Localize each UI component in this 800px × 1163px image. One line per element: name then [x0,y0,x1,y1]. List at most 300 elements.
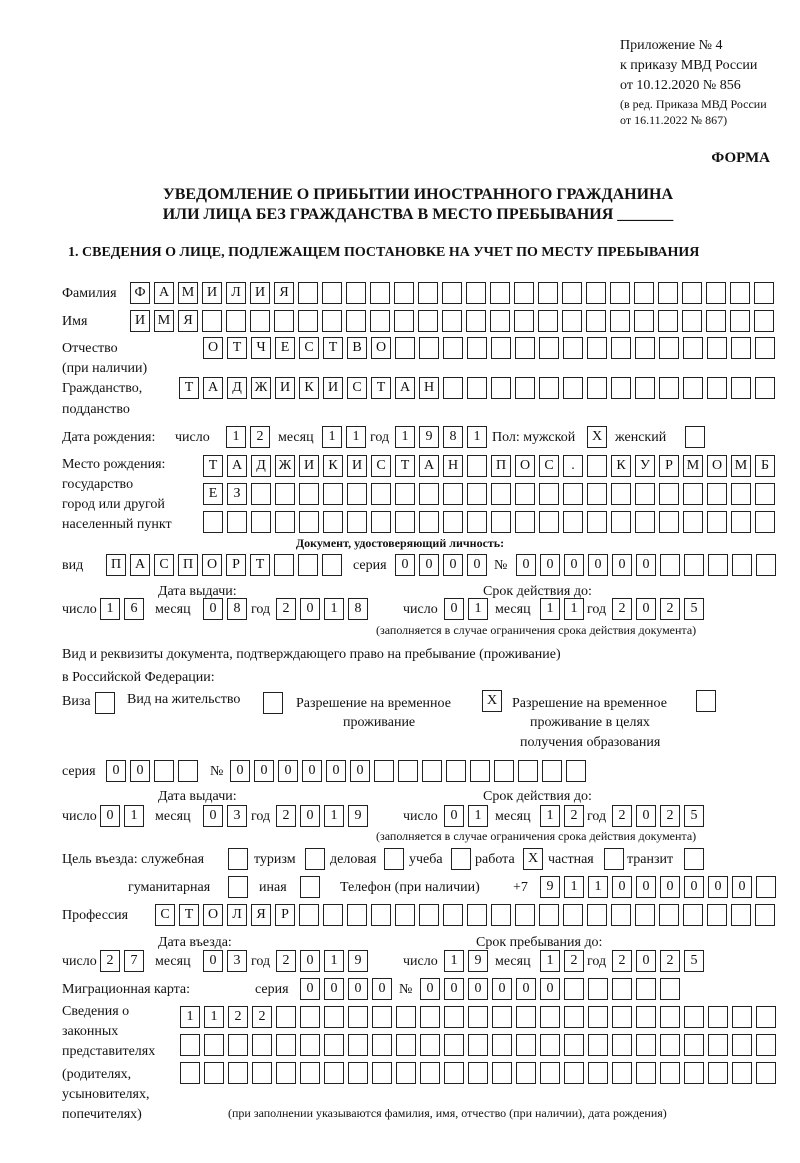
char-cell[interactable] [587,483,607,505]
char-cell[interactable]: 0 [203,598,223,620]
char-cell[interactable] [706,310,726,332]
char-cell[interactable]: 1 [564,876,584,898]
char-cell[interactable] [300,1034,320,1056]
char-cell[interactable]: 1 [100,598,120,620]
id-series-field[interactable] [395,554,491,576]
char-cell[interactable] [396,1006,416,1028]
char-cell[interactable] [515,511,535,533]
char-cell[interactable] [684,1062,704,1084]
char-cell[interactable]: 2 [660,950,680,972]
char-cell[interactable]: С [299,337,319,359]
char-cell[interactable] [418,310,438,332]
char-cell[interactable]: К [299,377,319,399]
char-cell[interactable] [299,511,319,533]
char-cell[interactable]: 0 [348,978,368,1000]
char-cell[interactable]: А [203,377,223,399]
char-cell[interactable]: П [491,455,511,477]
char-cell[interactable] [394,282,414,304]
checkbox-cell[interactable] [451,848,471,870]
char-cell[interactable]: 0 [516,978,536,1000]
char-cell[interactable]: 0 [106,760,126,782]
stay-issue-month-field[interactable] [203,805,251,827]
stay-valid-year-field[interactable] [612,805,708,827]
phone-field[interactable] [540,876,780,898]
char-cell[interactable] [298,554,318,576]
char-cell[interactable] [467,455,487,477]
char-cell[interactable]: 0 [326,760,346,782]
char-cell[interactable] [539,511,559,533]
purpose-work-checkbox[interactable] [523,848,547,870]
char-cell[interactable]: 1 [588,876,608,898]
purpose-tourism-checkbox[interactable] [305,848,329,870]
char-cell[interactable]: 0 [684,876,704,898]
char-cell[interactable]: 2 [612,598,632,620]
char-cell[interactable] [322,554,342,576]
char-cell[interactable] [491,904,511,926]
stay-number-field[interactable] [230,760,590,782]
char-cell[interactable]: 0 [636,598,656,620]
char-cell[interactable] [562,282,582,304]
char-cell[interactable] [538,310,558,332]
purpose-humanitarian-checkbox[interactable] [228,876,252,898]
char-cell[interactable] [539,483,559,505]
char-cell[interactable]: 8 [443,426,463,448]
char-cell[interactable]: 0 [660,876,680,898]
char-cell[interactable] [468,1006,488,1028]
char-cell[interactable]: Д [251,455,271,477]
char-cell[interactable] [299,483,319,505]
char-cell[interactable] [612,1034,632,1056]
char-cell[interactable] [515,904,535,926]
char-cell[interactable]: Т [227,337,247,359]
char-cell[interactable]: Т [323,337,343,359]
char-cell[interactable] [732,554,752,576]
char-cell[interactable] [467,904,487,926]
char-cell[interactable]: 2 [228,1006,248,1028]
patronymic-field[interactable] [203,337,779,359]
char-cell[interactable]: 1 [540,598,560,620]
char-cell[interactable]: 2 [660,598,680,620]
char-cell[interactable] [682,310,702,332]
char-cell[interactable] [635,483,655,505]
char-cell[interactable]: О [202,554,222,576]
char-cell[interactable] [370,310,390,332]
checkbox-cell[interactable] [305,848,325,870]
id-valid-day-field[interactable] [444,598,492,620]
char-cell[interactable] [203,511,223,533]
char-cell[interactable] [492,1062,512,1084]
checkbox-cell[interactable]: X [587,426,607,448]
char-cell[interactable]: 1 [324,805,344,827]
char-cell[interactable]: 0 [516,554,536,576]
char-cell[interactable]: 2 [276,950,296,972]
char-cell[interactable] [660,1006,680,1028]
char-cell[interactable]: 0 [302,760,322,782]
char-cell[interactable] [539,377,559,399]
char-cell[interactable] [731,337,751,359]
char-cell[interactable] [442,282,462,304]
char-cell[interactable] [227,511,247,533]
checkbox-cell[interactable] [604,848,624,870]
stay-issue-year-field[interactable] [276,805,372,827]
stay-series-field[interactable] [106,760,202,782]
char-cell[interactable] [446,760,466,782]
char-cell[interactable]: Я [274,282,294,304]
char-cell[interactable]: И [299,455,319,477]
char-cell[interactable]: . [563,455,583,477]
char-cell[interactable] [612,978,632,1000]
char-cell[interactable]: 1 [564,598,584,620]
char-cell[interactable] [443,904,463,926]
birthplace-field-row2[interactable] [203,483,779,505]
char-cell[interactable] [587,455,607,477]
char-cell[interactable] [564,1062,584,1084]
char-cell[interactable] [731,483,751,505]
char-cell[interactable] [732,1034,752,1056]
char-cell[interactable] [588,1062,608,1084]
char-cell[interactable]: С [155,904,175,926]
char-cell[interactable] [682,282,702,304]
checkbox-cell[interactable] [263,692,283,714]
char-cell[interactable]: 1 [124,805,144,827]
reps-field-row2[interactable] [180,1034,780,1056]
char-cell[interactable]: Я [251,904,271,926]
char-cell[interactable] [444,1006,464,1028]
char-cell[interactable]: 1 [226,426,246,448]
char-cell[interactable] [202,310,222,332]
char-cell[interactable] [611,337,631,359]
char-cell[interactable] [180,1062,200,1084]
char-cell[interactable] [442,310,462,332]
char-cell[interactable] [635,337,655,359]
char-cell[interactable]: 0 [540,554,560,576]
char-cell[interactable]: 0 [732,876,752,898]
char-cell[interactable] [706,282,726,304]
char-cell[interactable] [420,1006,440,1028]
char-cell[interactable] [204,1062,224,1084]
char-cell[interactable] [660,1034,680,1056]
mc-series-field[interactable] [300,978,396,1000]
char-cell[interactable]: А [227,455,247,477]
char-cell[interactable]: 1 [322,426,342,448]
char-cell[interactable]: П [106,554,126,576]
char-cell[interactable] [374,760,394,782]
char-cell[interactable] [708,1034,728,1056]
char-cell[interactable]: 1 [540,805,560,827]
checkbox-cell[interactable] [300,876,320,898]
char-cell[interactable] [515,377,535,399]
char-cell[interactable] [443,511,463,533]
char-cell[interactable]: У [635,455,655,477]
char-cell[interactable]: 1 [346,426,366,448]
id-valid-year-field[interactable] [612,598,708,620]
char-cell[interactable]: 0 [468,978,488,1000]
checkbox-cell[interactable]: X [523,848,543,870]
char-cell[interactable]: 2 [100,950,120,972]
checkbox-cell[interactable] [228,848,248,870]
profession-field[interactable] [155,904,779,926]
char-cell[interactable] [708,554,728,576]
residence-checkbox[interactable] [263,692,287,714]
char-cell[interactable]: 1 [467,426,487,448]
char-cell[interactable] [348,1062,368,1084]
char-cell[interactable] [347,904,367,926]
char-cell[interactable] [226,310,246,332]
char-cell[interactable]: 1 [180,1006,200,1028]
char-cell[interactable]: И [130,310,150,332]
checkbox-cell[interactable] [696,690,716,712]
char-cell[interactable] [228,1034,248,1056]
char-cell[interactable] [683,337,703,359]
char-cell[interactable]: И [275,377,295,399]
char-cell[interactable]: А [130,554,150,576]
char-cell[interactable] [756,1062,776,1084]
char-cell[interactable] [707,904,727,926]
char-cell[interactable]: 0 [444,805,464,827]
char-cell[interactable]: Т [179,377,199,399]
char-cell[interactable] [372,1006,392,1028]
id-issue-month-field[interactable] [203,598,251,620]
id-kind-field[interactable] [106,554,346,576]
char-cell[interactable]: 0 [203,805,223,827]
char-cell[interactable] [276,1034,296,1056]
char-cell[interactable]: 2 [276,805,296,827]
char-cell[interactable]: 0 [350,760,370,782]
char-cell[interactable] [540,1006,560,1028]
name-field[interactable] [130,310,778,332]
char-cell[interactable]: И [323,377,343,399]
char-cell[interactable]: Д [227,377,247,399]
char-cell[interactable]: 2 [612,805,632,827]
char-cell[interactable]: 0 [540,978,560,1000]
char-cell[interactable] [490,310,510,332]
char-cell[interactable]: В [347,337,367,359]
char-cell[interactable] [564,978,584,1000]
char-cell[interactable]: А [154,282,174,304]
char-cell[interactable] [252,1034,272,1056]
char-cell[interactable] [467,337,487,359]
char-cell[interactable] [756,1034,776,1056]
char-cell[interactable] [228,1062,248,1084]
char-cell[interactable] [394,310,414,332]
char-cell[interactable] [587,511,607,533]
char-cell[interactable] [178,760,198,782]
char-cell[interactable] [467,483,487,505]
char-cell[interactable]: 0 [278,760,298,782]
char-cell[interactable]: 0 [420,978,440,1000]
char-cell[interactable] [587,337,607,359]
stay-valid-month-field[interactable] [540,805,588,827]
char-cell[interactable] [490,282,510,304]
mc-number-field[interactable] [420,978,684,1000]
char-cell[interactable] [396,1062,416,1084]
char-cell[interactable] [252,1062,272,1084]
reps-field-row1[interactable] [180,1006,780,1028]
char-cell[interactable]: 0 [372,978,392,1000]
char-cell[interactable] [755,904,775,926]
char-cell[interactable]: 1 [204,1006,224,1028]
char-cell[interactable] [732,1006,752,1028]
char-cell[interactable] [756,554,776,576]
char-cell[interactable] [707,511,727,533]
char-cell[interactable] [658,282,678,304]
char-cell[interactable] [323,904,343,926]
char-cell[interactable]: 0 [300,978,320,1000]
char-cell[interactable]: 1 [324,598,344,620]
char-cell[interactable]: 0 [230,760,250,782]
char-cell[interactable] [443,483,463,505]
char-cell[interactable]: 8 [348,598,368,620]
birthplace-field-row1[interactable] [203,455,779,477]
char-cell[interactable] [542,760,562,782]
char-cell[interactable] [515,483,535,505]
checkbox-cell[interactable] [228,876,248,898]
char-cell[interactable]: С [347,377,367,399]
char-cell[interactable] [683,904,703,926]
char-cell[interactable] [300,1062,320,1084]
char-cell[interactable]: 0 [395,554,415,576]
char-cell[interactable]: Р [226,554,246,576]
char-cell[interactable]: 2 [612,950,632,972]
char-cell[interactable]: 0 [636,950,656,972]
char-cell[interactable] [660,554,680,576]
char-cell[interactable]: 9 [468,950,488,972]
stay-until-day-field[interactable] [444,950,492,972]
checkbox-cell[interactable] [95,692,115,714]
char-cell[interactable] [420,1034,440,1056]
char-cell[interactable]: О [203,904,223,926]
char-cell[interactable]: 2 [250,426,270,448]
char-cell[interactable] [491,511,511,533]
char-cell[interactable] [683,483,703,505]
char-cell[interactable]: 0 [444,978,464,1000]
id-issue-year-field[interactable] [276,598,372,620]
char-cell[interactable]: О [707,455,727,477]
char-cell[interactable]: Ж [275,455,295,477]
birth-year-field[interactable] [395,426,491,448]
char-cell[interactable] [348,1006,368,1028]
char-cell[interactable]: 9 [348,950,368,972]
checkbox-cell[interactable]: X [482,690,502,712]
char-cell[interactable]: М [683,455,703,477]
char-cell[interactable] [514,282,534,304]
char-cell[interactable] [708,1006,728,1028]
char-cell[interactable]: 0 [324,978,344,1000]
reps-field-row3[interactable] [180,1062,780,1084]
char-cell[interactable] [756,1006,776,1028]
char-cell[interactable]: 0 [254,760,274,782]
char-cell[interactable] [444,1062,464,1084]
char-cell[interactable] [635,377,655,399]
char-cell[interactable]: М [178,282,198,304]
stay-until-year-field[interactable] [612,950,708,972]
char-cell[interactable]: 2 [564,805,584,827]
trp-checkbox[interactable] [482,690,506,712]
citizenship-field[interactable] [179,377,779,399]
char-cell[interactable]: Я [178,310,198,332]
char-cell[interactable]: 1 [468,598,488,620]
char-cell[interactable] [518,760,538,782]
char-cell[interactable]: Н [443,455,463,477]
entry-year-field[interactable] [276,950,372,972]
char-cell[interactable] [755,483,775,505]
char-cell[interactable] [588,1006,608,1028]
char-cell[interactable] [346,282,366,304]
char-cell[interactable] [370,282,390,304]
char-cell[interactable]: 1 [468,805,488,827]
char-cell[interactable]: 0 [300,805,320,827]
char-cell[interactable] [755,511,775,533]
char-cell[interactable] [659,377,679,399]
char-cell[interactable]: А [395,377,415,399]
char-cell[interactable] [707,377,727,399]
char-cell[interactable] [539,337,559,359]
purpose-business-checkbox[interactable] [384,848,408,870]
trp-edu-checkbox[interactable] [696,690,720,712]
char-cell[interactable] [468,1062,488,1084]
char-cell[interactable] [422,760,442,782]
char-cell[interactable] [298,310,318,332]
char-cell[interactable] [275,511,295,533]
char-cell[interactable]: С [539,455,559,477]
char-cell[interactable]: Т [371,377,391,399]
char-cell[interactable] [755,377,775,399]
char-cell[interactable]: 0 [588,554,608,576]
char-cell[interactable]: 0 [564,554,584,576]
char-cell[interactable] [154,760,174,782]
char-cell[interactable]: 0 [492,978,512,1000]
char-cell[interactable]: И [347,455,367,477]
sex-male-checkbox[interactable] [587,426,611,448]
char-cell[interactable]: 7 [124,950,144,972]
char-cell[interactable]: 9 [540,876,560,898]
id-issue-day-field[interactable] [100,598,148,620]
char-cell[interactable] [274,554,294,576]
char-cell[interactable] [371,904,391,926]
char-cell[interactable]: 0 [636,876,656,898]
birth-month-field[interactable] [322,426,370,448]
char-cell[interactable] [636,1062,656,1084]
entry-day-field[interactable] [100,950,148,972]
char-cell[interactable] [540,1034,560,1056]
char-cell[interactable] [492,1006,512,1028]
char-cell[interactable]: 0 [443,554,463,576]
char-cell[interactable] [611,483,631,505]
char-cell[interactable]: 0 [300,950,320,972]
char-cell[interactable] [396,1034,416,1056]
purpose-official-checkbox[interactable] [228,848,252,870]
char-cell[interactable] [250,310,270,332]
char-cell[interactable] [467,377,487,399]
char-cell[interactable] [683,511,703,533]
char-cell[interactable] [300,1006,320,1028]
char-cell[interactable] [371,511,391,533]
char-cell[interactable] [274,310,294,332]
visa-checkbox[interactable] [95,692,119,714]
char-cell[interactable] [635,904,655,926]
char-cell[interactable]: 0 [636,805,656,827]
char-cell[interactable] [299,904,319,926]
char-cell[interactable] [755,337,775,359]
char-cell[interactable] [492,1034,512,1056]
char-cell[interactable] [516,1006,536,1028]
char-cell[interactable] [514,310,534,332]
char-cell[interactable] [322,282,342,304]
char-cell[interactable] [756,876,776,898]
char-cell[interactable]: П [178,554,198,576]
char-cell[interactable]: 1 [540,950,560,972]
char-cell[interactable] [538,282,558,304]
